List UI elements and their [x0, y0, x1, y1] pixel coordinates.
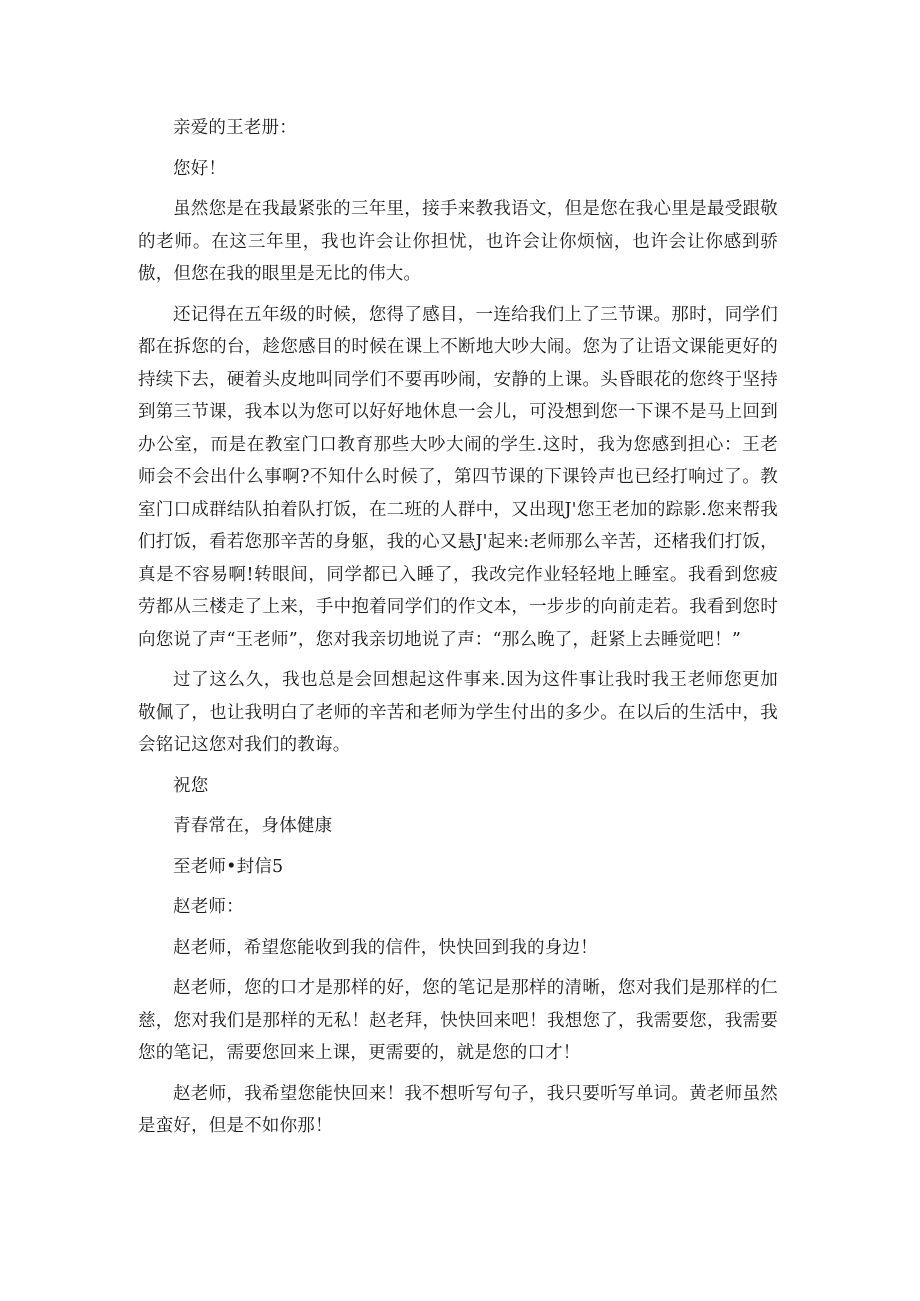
body-paragraph: 赵老师，希望您能收到我的信件，快快回到我的身边！ [173, 937, 598, 958]
closing-wish-line: 青春常在，身体健康 [173, 816, 333, 836]
body-paragraph: 赵老师，我希望您能快回来！我不想听写句子，我只要听写单词。黄老师虽然是蛮好，但是不如你那！ [138, 1083, 778, 1136]
letter-document [138, 112, 778, 1143]
body-paragraph: 虽然您是在我最紧张的三年里，接手来教我语文，但是您在我心里是最受跟敬的老师。在这三年里，我也许会让你担忧，也许会让你烦恼，也许会让你感到骄傲，但您在我的眼里是无比的伟大。 [138, 199, 778, 284]
salutation: 亲爱的王老册： [173, 118, 297, 138]
section-heading: 至老师•封信5 [173, 856, 284, 877]
body-paragraph: 赵老师，您的口才是那样的好，您的笔记是那样的清晰，您对我们是那样的仁慈，您对我们是那样的无私！赵老拜，快快回来吧！我想您了，我需要您，我需要您的笔记，需要您回来上课，更需要的，就是您的口才！ [138, 978, 778, 1063]
greeting: 您好！ [173, 158, 227, 179]
body-paragraph: 还记得在五年级的时候，您得了感目，一连给我们上了三节课。那时，同学们都在拆您的台，趁您感目的时候在课上不断地大吵大闹。您为了让语文课能更好的持续下去，硬着头皮地叫同学们不要再吵闹，安静的上课。头昏眼花的您终于坚持到第三节课，我本以为您可以好好地休息一会儿，可没想到您一下课不是马上回到办公室，而是在教室门口教育那些大吵大闹的学生.这时，我为您感到担心：王老师会不会出什么事啊?不知什么时候了，第四节课的下课铃声也已经打响过了。教室门口成群结队拍着队打饭，在二班的人群中，又出现J'您王老加的踪影.您来帮我们打饭，看若您那辛苦的身躯，我的心又悬J'起来:老师那么辛苦，还楮我们打饭，真是不容易啊!转眼间，同学都已入睡了，我改完作业轻轻地上睡室。我看到您疲劳都从三楼走了上来，手中抱着同学们的作文本，一步步的向前走若。我看到您时向您说了声“王老师”，您对我亲切地说了声：“那么晚了，赶紧上去睡觉吧！” [138, 304, 778, 650]
closing-wish: 祝您 [173, 775, 209, 796]
salutation: 赵老师： [173, 897, 244, 917]
body-paragraph: 过了这么久，我也总是会回想起这件事来.因为这件事让我时我王老师您更加敬佩了，也让我明白了老师的辛苦和老师为学生付出的多少。在以后的生活中，我会铭记这您对我们的教诲。 [138, 670, 778, 755]
